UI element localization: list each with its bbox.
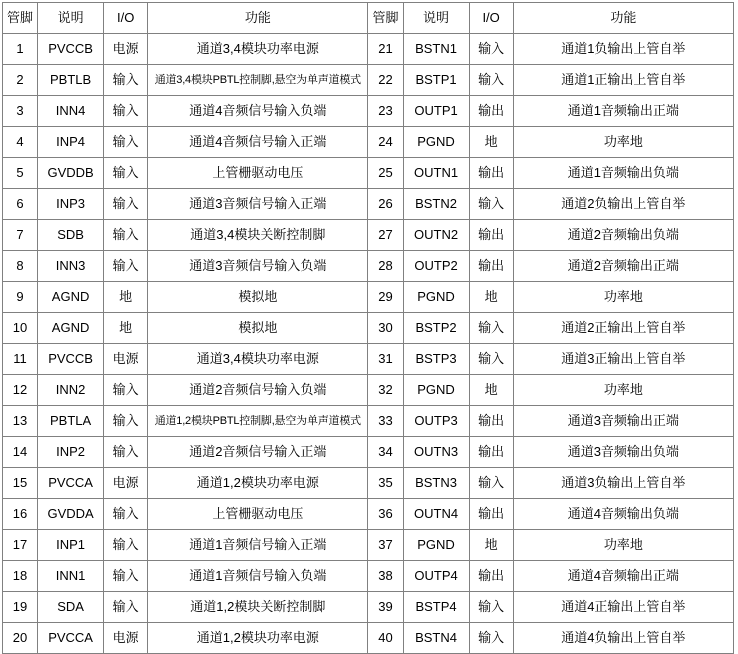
io-type: 输入: [104, 220, 148, 251]
pin-number: 29: [368, 282, 403, 313]
pin-number: 16: [3, 499, 38, 530]
io-type: 输入: [104, 189, 148, 220]
signal-name: BSTP4: [403, 592, 469, 623]
pin-number: 8: [3, 251, 38, 282]
signal-name: PGND: [403, 530, 469, 561]
pin-number: 13: [3, 406, 38, 437]
function-description: 通道3,4模块功率电源: [148, 344, 368, 375]
io-type: 输入: [104, 530, 148, 561]
signal-name: PVCCB: [38, 344, 104, 375]
header-name-right: 说明: [403, 3, 469, 34]
pin-number: 17: [3, 530, 38, 561]
io-type: 电源: [104, 344, 148, 375]
header-function-right: 功能: [513, 3, 733, 34]
pin-number: 24: [368, 127, 403, 158]
function-description: 通道1,2模块功率电源: [148, 468, 368, 499]
signal-name: AGND: [38, 313, 104, 344]
signal-name: OUTN1: [403, 158, 469, 189]
pin-number: 3: [3, 96, 38, 127]
pin-number: 18: [3, 561, 38, 592]
io-type: 输出: [469, 220, 513, 251]
table-body: [3, 34, 734, 654]
io-type: 输入: [469, 313, 513, 344]
signal-name: OUTP2: [403, 251, 469, 282]
signal-name: INN3: [38, 251, 104, 282]
function-description: 上管栅驱动电压: [148, 499, 368, 530]
function-description: 模拟地: [148, 313, 368, 344]
pin-number: 26: [368, 189, 403, 220]
io-type: 输入: [469, 344, 513, 375]
pin-number: 38: [368, 561, 403, 592]
io-type: 输入: [104, 158, 148, 189]
signal-name: BSTP2: [403, 313, 469, 344]
header-pin-left: 管脚: [3, 3, 38, 34]
io-type: 输出: [469, 499, 513, 530]
io-type: 输入: [104, 65, 148, 96]
pin-number: 2: [3, 65, 38, 96]
pin-number: 11: [3, 344, 38, 375]
signal-name: INP4: [38, 127, 104, 158]
signal-name: GVDDA: [38, 499, 104, 530]
pin-number: 4: [3, 127, 38, 158]
pin-number: 23: [368, 96, 403, 127]
pin-number: 1: [3, 34, 38, 65]
pin-number: 10: [3, 313, 38, 344]
signal-name: BSTN1: [403, 34, 469, 65]
signal-name: INP2: [38, 437, 104, 468]
signal-name: BSTN3: [403, 468, 469, 499]
signal-name: BSTP3: [403, 344, 469, 375]
io-type: 输入: [104, 96, 148, 127]
function-description: 通道4正输出上管自举: [513, 592, 733, 623]
signal-name: BSTN2: [403, 189, 469, 220]
io-type: 地: [469, 375, 513, 406]
function-description: 通道1音频信号输入正端: [148, 530, 368, 561]
pin-number: 15: [3, 468, 38, 499]
function-description: 通道2正输出上管自举: [513, 313, 733, 344]
signal-name: PVCCB: [38, 34, 104, 65]
function-description: 通道4音频信号输入负端: [148, 96, 368, 127]
function-description: 通道3音频输出正端: [513, 406, 733, 437]
function-description: 模拟地: [148, 282, 368, 313]
io-type: 地: [469, 530, 513, 561]
function-description: 通道1音频输出正端: [513, 96, 733, 127]
io-type: 电源: [104, 623, 148, 654]
signal-name: OUTP3: [403, 406, 469, 437]
table-row: [3, 375, 734, 406]
table-row: [3, 65, 734, 96]
function-description: 通道3,4模块关断控制脚: [148, 220, 368, 251]
io-type: 地: [104, 313, 148, 344]
table-row: [3, 592, 734, 623]
table-row: [3, 313, 734, 344]
pin-number: 12: [3, 375, 38, 406]
table-row: [3, 344, 734, 375]
pin-number: 20: [3, 623, 38, 654]
function-description: 功率地: [513, 530, 733, 561]
pin-number: 5: [3, 158, 38, 189]
function-description: 通道1音频输出负端: [513, 158, 733, 189]
table-row: [3, 158, 734, 189]
pin-number: 14: [3, 437, 38, 468]
signal-name: INN4: [38, 96, 104, 127]
io-type: 电源: [104, 34, 148, 65]
function-description: 通道1负输出上管自举: [513, 34, 733, 65]
io-type: 输入: [104, 127, 148, 158]
pin-number: 27: [368, 220, 403, 251]
signal-name: SDB: [38, 220, 104, 251]
function-description: 通道3,4模块PBTL控制脚,悬空为单声道模式: [148, 65, 368, 96]
pin-number: 22: [368, 65, 403, 96]
pin-number: 31: [368, 344, 403, 375]
function-description: 通道2音频输出负端: [513, 220, 733, 251]
function-description: 通道4音频输出负端: [513, 499, 733, 530]
function-description: 功率地: [513, 127, 733, 158]
pin-number: 40: [368, 623, 403, 654]
io-type: 输出: [469, 96, 513, 127]
signal-name: SDA: [38, 592, 104, 623]
function-description: 通道3负输出上管自举: [513, 468, 733, 499]
signal-name: INP1: [38, 530, 104, 561]
function-description: 通道3正输出上管自举: [513, 344, 733, 375]
header-io-right: I/O: [469, 3, 513, 34]
io-type: 地: [469, 282, 513, 313]
io-type: 输入: [104, 437, 148, 468]
table-row: [3, 437, 734, 468]
pin-function-table: [2, 2, 734, 654]
signal-name: PGND: [403, 127, 469, 158]
table-row: [3, 34, 734, 65]
pin-number: 6: [3, 189, 38, 220]
function-description: 通道4音频信号输入正端: [148, 127, 368, 158]
function-description: 通道1音频信号输入负端: [148, 561, 368, 592]
signal-name: OUTP1: [403, 96, 469, 127]
signal-name: PGND: [403, 282, 469, 313]
io-type: 输入: [104, 406, 148, 437]
function-description: 通道3音频信号输入负端: [148, 251, 368, 282]
io-type: 输入: [104, 499, 148, 530]
function-description: 通道3音频输出负端: [513, 437, 733, 468]
table-row: [3, 96, 734, 127]
table-row: [3, 530, 734, 561]
io-type: 输出: [469, 158, 513, 189]
function-description: 通道1正输出上管自举: [513, 65, 733, 96]
table-row: [3, 561, 734, 592]
io-type: 输入: [469, 623, 513, 654]
signal-name: BSTP1: [403, 65, 469, 96]
signal-name: PBTLB: [38, 65, 104, 96]
table-row: [3, 127, 734, 158]
io-type: 地: [104, 282, 148, 313]
pin-number: 9: [3, 282, 38, 313]
table-row: [3, 468, 734, 499]
io-type: 输入: [469, 592, 513, 623]
io-type: 输入: [104, 251, 148, 282]
signal-name: INN1: [38, 561, 104, 592]
pin-number: 32: [368, 375, 403, 406]
io-type: 输入: [104, 561, 148, 592]
function-description: 通道1,2模块关断控制脚: [148, 592, 368, 623]
function-description: 通道3音频信号输入正端: [148, 189, 368, 220]
function-description: 通道1,2模块PBTL控制脚,悬空为单声道模式: [148, 406, 368, 437]
io-type: 输入: [469, 189, 513, 220]
header-name-left: 说明: [38, 3, 104, 34]
function-description: 功率地: [513, 375, 733, 406]
io-type: 输出: [469, 406, 513, 437]
io-type: 地: [469, 127, 513, 158]
function-description: 通道2负输出上管自举: [513, 189, 733, 220]
pin-number: 30: [368, 313, 403, 344]
pin-number: 19: [3, 592, 38, 623]
table-row: [3, 251, 734, 282]
io-type: 输入: [469, 65, 513, 96]
function-description: 通道3,4模块功率电源: [148, 34, 368, 65]
function-description: 功率地: [513, 282, 733, 313]
signal-name: BSTN4: [403, 623, 469, 654]
io-type: 输入: [104, 375, 148, 406]
io-type: 输出: [469, 561, 513, 592]
function-description: 通道2音频信号输入正端: [148, 437, 368, 468]
io-type: 输入: [469, 468, 513, 499]
header-pin-right: 管脚: [368, 3, 403, 34]
signal-name: AGND: [38, 282, 104, 313]
signal-name: INN2: [38, 375, 104, 406]
function-description: 通道2音频信号输入负端: [148, 375, 368, 406]
table-row: [3, 406, 734, 437]
table-row: [3, 220, 734, 251]
pin-number: 35: [368, 468, 403, 499]
signal-name: GVDDB: [38, 158, 104, 189]
table-row: [3, 282, 734, 313]
signal-name: PVCCA: [38, 468, 104, 499]
pin-number: 37: [368, 530, 403, 561]
signal-name: OUTN4: [403, 499, 469, 530]
function-description: 通道2音频输出正端: [513, 251, 733, 282]
pin-number: 33: [368, 406, 403, 437]
pin-number: 21: [368, 34, 403, 65]
pinout-sheet: [0, 2, 738, 645]
io-type: 输入: [104, 592, 148, 623]
signal-name: PVCCA: [38, 623, 104, 654]
header-row: [3, 3, 734, 34]
signal-name: OUTN2: [403, 220, 469, 251]
signal-name: PBTLA: [38, 406, 104, 437]
function-description: 通道4音频输出正端: [513, 561, 733, 592]
table-header: [3, 3, 734, 34]
io-type: 输出: [469, 437, 513, 468]
table-row: [3, 623, 734, 654]
table-row: [3, 499, 734, 530]
function-description: 通道1,2模块功率电源: [148, 623, 368, 654]
pin-number: 25: [368, 158, 403, 189]
signal-name: OUTP4: [403, 561, 469, 592]
signal-name: OUTN3: [403, 437, 469, 468]
signal-name: INP3: [38, 189, 104, 220]
header-function-left: 功能: [148, 3, 368, 34]
pin-number: 36: [368, 499, 403, 530]
function-description: 通道4负输出上管自举: [513, 623, 733, 654]
table-row: [3, 189, 734, 220]
function-description: 上管栅驱动电压: [148, 158, 368, 189]
pin-number: 7: [3, 220, 38, 251]
pin-number: 39: [368, 592, 403, 623]
pin-number: 34: [368, 437, 403, 468]
io-type: 输入: [469, 34, 513, 65]
signal-name: PGND: [403, 375, 469, 406]
io-type: 输出: [469, 251, 513, 282]
io-type: 电源: [104, 468, 148, 499]
pin-number: 28: [368, 251, 403, 282]
header-io-left: I/O: [104, 3, 148, 34]
